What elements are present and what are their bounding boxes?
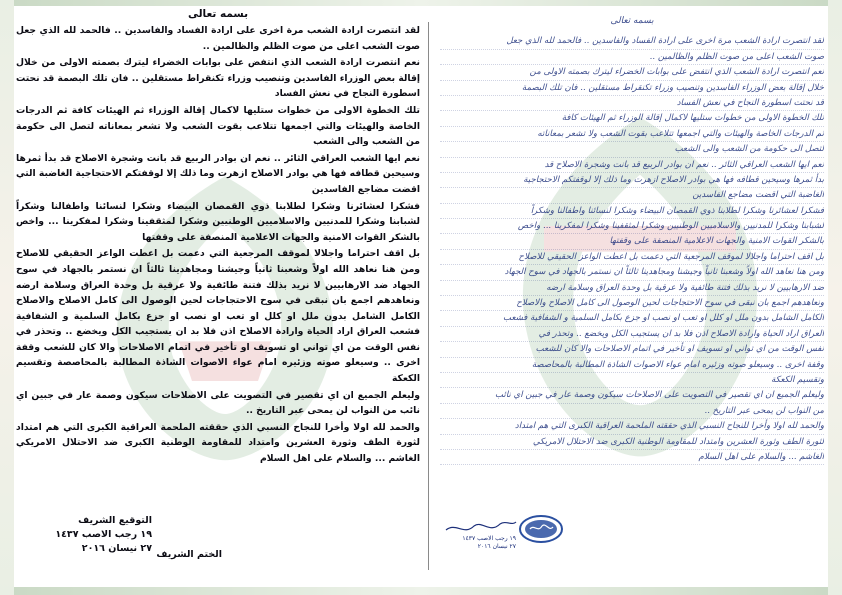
- handwritten-line: وتقسيم الكعكة: [440, 373, 824, 388]
- letter-paragraph: نعم ايها الشعب العراقي الثائر .. نعم ان بوادر الربيع قد بانت وشجرة الاصلاح قد بدأ ثمرها وسيحين قطافه فها هي بوادر الاصلاح ازهرت وما ذلك إلا لوقفتكم الاحتجاجية الغاضبة التي اقضت مضاجع الفاسدين: [16, 152, 420, 195]
- decorative-border-bottom: [0, 587, 842, 595]
- handwritten-line: بل اقف احتراما واجلالا لموقف المرجعية التي دعمت بل اعطت الواعز الحقيقي للاصلاح: [440, 250, 824, 265]
- handwritten-line: والحمد لله اولا وأخرا للنجاح النسبي الذي حققته الملحمة العراقية الكبرى التي هم امتداد: [440, 419, 824, 434]
- handwritten-line: من النواب لن يمحى عبر التاريخ ..: [440, 404, 824, 419]
- signature-label: التوقيع الشريف: [78, 515, 152, 526]
- handwritten-date-gregorian: ٢٧ نيسان ٢٠١٦: [477, 543, 516, 550]
- decorative-border-top: [0, 0, 842, 6]
- letter-paragraph: بل اقف احتراما واجلالا لموقف المرجعية التي دعمت بل اعطت الواعز الحقيقي للاصلاح ومن هنا نعاهد الله اولاً وشعبنا ثانياً وجيشنا ومجاهدينا ثالثاً ان نستمر بالجهاد في سوح الجهاد ضد الارهابيين لا نريد بذلك فتنة طائفية ولا عرقية بل وحدة العراق وسلامة ارضه ونعاهدهم اجمع بان نبقى في سوح الاحتجاجات لحين الوصول الى كامل الاصلاح والاصلاح الكامل الشامل بدون ملل او كلل او تعب او نصب او جزع بكامل السلمية و الشفافية فشعب العراق اراد الحياة وارادة الاصلاح اذن فلا بد ان يستجيب الكل ويخضع .. وتحذر في نفس الوقت من اي تواني او تسويف او تأخير في اتمام الاصلاحات والا كان للشعب وقفة اخرى .. وسيعلو صوته وزئيره امام عواء الاصوات الشاذة المطالبة بالمحاصصة وتقسيم الكعكة: [16, 248, 420, 385]
- letter-paragraph: لقد انتصرت ارادة الشعب مرة اخرى على ارادة الفساد والفاسدين .. فالحمد لله الذي جعل صوت الشعب اعلى من صوت الظلم والظالمين ..: [16, 25, 420, 52]
- handwritten-line: نعم انتصرت ارادة الشعب الذي انتفض على بوابات الخضراء ليترك بصمته الاولى من: [440, 65, 824, 80]
- letter-title: بسمه تعالى: [187, 8, 249, 20]
- date-gregorian: ٢٧ نيسان ٢٠١٦: [81, 543, 152, 554]
- letter-paragraph: تلك الخطوة الاولى من خطوات ستليها لاكمال إقالة الوزراء ثم الهيئات كافة ثم الدرجات الخاصة والهيئات والتي اجمعها تتلاعب بقوت الشعب ولا تشعر بمعاناته لتصل الى حكومة من الشعب والى الشعب: [16, 104, 420, 148]
- handwritten-line: خلال إقالة بعض الوزراء الفاسدين وتنصيب وزراء تكنقراط مستقلين .. فان تلك البصمة: [440, 81, 824, 96]
- signature-block: [42, 514, 152, 556]
- handwritten-line: وليعلم الجميع ان اي تقصير في التصويت على الاصلاحات سيكون وصمة عار في جبين اي نائب: [440, 388, 824, 403]
- handwritten-line: الغاضبة التي اقضت مضاجع الفاسدين: [440, 188, 824, 203]
- letter-paragraph: والحمد لله اولا وأخرا للنجاح النسبي الذي حققته الملحمة العراقية الكبرى التي هم امتداد لثورة الطف وثورة العشرين وامتداد للمقاومة الوطنية الكبرى ضد الاحتلال الامريكي الغاشم ... والسلام على اهل السلام: [16, 421, 420, 465]
- handwritten-line: قد نحتت اسطورة النجاح في نعش الفساد: [440, 96, 824, 111]
- handwritten-line: لتصل الى حكومة من الشعب والى الشعب: [440, 142, 824, 157]
- handwritten-line: لقد انتصرت ارادة الشعب مرة اخرى على ارادة الفساد والفاسدين .. فالحمد لله الذي جعل: [440, 34, 824, 49]
- handwritten-line: بدأ ثمرها وسيحين قطافه فها هي بوادر الاصلاح ازهرت وما ذلك إلا لوقفتكم الاحتجاجية: [440, 173, 824, 188]
- handwritten-line: الغاشم ... والسلام على اهل السلام: [440, 450, 824, 465]
- handwritten-line: فشكرا لعشائرنا وشكرا لطلابنا ذوي القمصان البيضاء وشكرا لنسائنا واطفالنا وشكراً: [440, 204, 824, 219]
- handwritten-line: بالشكر القوات الامنية والجهات الاعلامية المنصفة على وقفتها: [440, 234, 824, 249]
- handwritten-line: وقفة اخرى .. وسيعلو صوته وزئيره امام عواء الاصوات الشاذة المطالبة بالمحاصصة: [440, 358, 824, 373]
- signature-scribble: [440, 518, 520, 550]
- handwritten-line: نعم ايها الشعب العراقي الثائر .. نعم ان بوادر الربيع قد بانت وشجرة الاصلاح قد: [440, 158, 824, 173]
- letter-paragraph: وليعلم الجميع ان اي تقصير في التصويت على الاصلاحات سيكون وصمة عار في جبين اي نائب من النواب لن يمحى عبر التاريخ ..: [16, 389, 420, 417]
- handwritten-line: لشبابنا وشكرا للمدنيين والاسلاميين الوطنيين وشكرا لمثقفينا وشكرا لمفكرينا ... واخص: [440, 219, 824, 234]
- official-seal-icon: [518, 514, 564, 544]
- letter-paragraph: نعم انتصرت ارادة الشعب الذي انتفض على بوابات الخضراء ليترك بصمته الاولى من خلال إقالة بعض الوزراء الفاسدين وتنصيب وزراء تكنقراط مستقلين .. فان تلك البصمة قد نحتت اسطورة النجاح في نعش الفساد: [16, 57, 420, 100]
- decorative-border-right: [828, 0, 842, 595]
- handwritten-line: العراق اراد الحياة وارادة الاصلاح اذن فلا بد ان يستجيب الكل ويخضع .. وتحذر في: [440, 327, 824, 342]
- decorative-border-left: [0, 0, 14, 595]
- handwritten-line: نفس الوقت من اي تواني او تسويف او تأخير في اتمام الاصلاحات والا كان للشعب: [440, 342, 824, 357]
- date-hijri: ١٩ رجب الاصب ١٤٣٧: [55, 529, 152, 540]
- seal-label-block: [142, 548, 222, 562]
- handwritten-line: الكامل الشامل بدون ملل او كلل او تعب او نصب او جزع بكامل السلمية و الشفافية فشعب: [440, 311, 824, 326]
- handwritten-line: ثم الدرجات الخاصة والهيئات والتي اجمعها تتلاعب بقوت الشعب ولا تشعر بمعاناته: [440, 127, 824, 142]
- letter-paragraph: فشكرا لعشائرنا وشكرا لطلابنا ذوي القمصان البيضاء وشكرا لنسائنا واطفالنا وشكراً لشبابنا وشكرا للمدنيين والاسلاميين الوطنيين وشكرا لمثقفينا وشكرا لمفكرينا ... واخص بالشكر القوات الامنية والجهات الاعلامية المنصفة على وقفتها: [16, 200, 420, 243]
- typed-letter: [16, 8, 420, 468]
- handwritten-line: صوت الشعب اعلى من صوت الظلم والظالمين ..: [440, 50, 824, 65]
- handwritten-title: بسمه تعالى: [610, 16, 654, 26]
- seal-label: الختم الشريف: [156, 549, 222, 560]
- handwritten-line: تلك الخطوة الاولى من خطوات ستليها لاكمال إقالة الوزراء ثم الهيئات كافة: [440, 111, 824, 126]
- handwritten-line: ومن هنا نعاهد الله اولاً وشعبنا ثانياً وجيشنا ومجاهدينا ثالثاً ان نستمر بالجهاد في سوح الجهاد: [440, 265, 824, 280]
- column-divider: [428, 22, 429, 570]
- handwritten-letter: [440, 14, 824, 465]
- handwritten-date-hijri: ١٩ رجب الاصب ١٤٣٧: [462, 535, 516, 542]
- handwritten-line: لثورة الطف وثورة العشرين وامتداد للمقاومة الوطنية الكبرى ضد الاحتلال الامريكي: [440, 435, 824, 450]
- handwritten-line: ضد الارهابيين لا نريد بذلك فتنة طائفية ولا عرقية بل وحدة العراق وسلامة ارضه: [440, 281, 824, 296]
- handwritten-line: ونعاهدهم اجمع بان نبقى في سوح الاحتجاجات لحين الوصول الى كامل الاصلاح والاصلاح: [440, 296, 824, 311]
